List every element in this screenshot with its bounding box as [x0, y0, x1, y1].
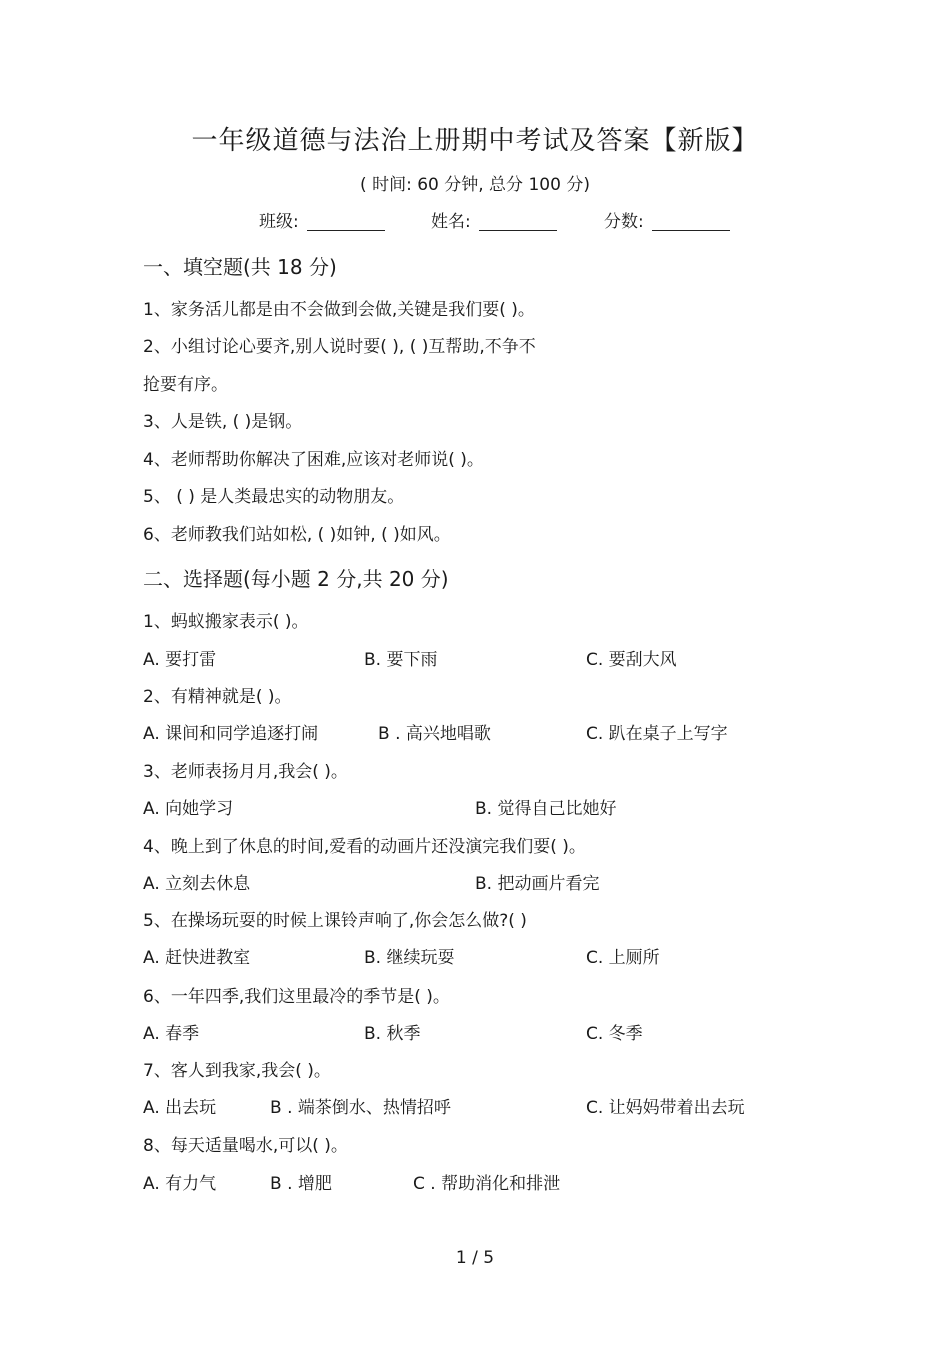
page-title: 一年级道德与法治上册期中考试及答案【新版】 [191, 126, 759, 156]
class-field [259, 214, 385, 231]
option-a: A. 有力气 [143, 1174, 217, 1194]
option-b: B . 端茶倒水、热情招呼 [270, 1098, 451, 1118]
score-blank [652, 214, 730, 231]
class-label: 班级: [259, 212, 299, 232]
fill-question: 1、家务活儿都是由不会做到会做,关键是我们要( )。 [143, 300, 535, 320]
option-b: B . 高兴地唱歌 [378, 724, 491, 744]
page-number: 1 / 5 [455, 1248, 495, 1268]
option-c: C. 要刮大风 [586, 650, 677, 670]
name-label: 姓名: [431, 212, 471, 232]
fill-question-cont: 抢要有序。 [143, 375, 228, 395]
option-c: C. 趴在桌子上写字 [586, 724, 728, 744]
section1-heading: 一、填空题(共 18 分) [143, 255, 337, 279]
fill-question: 5、 ( ) 是人类最忠实的动物朋友。 [143, 487, 405, 507]
choice-question: 3、老师表扬月月,我会( )。 [143, 762, 348, 782]
choice-question: 6、一年四季,我们这里最冷的季节是( )。 [143, 987, 450, 1007]
option-b: B. 要下雨 [364, 650, 438, 670]
choice-question: 8、每天适量喝水,可以( )。 [143, 1136, 348, 1156]
name-field [431, 214, 557, 231]
fill-question: 6、老师教我们站如松, ( )如钟, ( )如风。 [143, 525, 451, 545]
section2-heading: 二、选择题(每小题 2 分,共 20 分) [143, 567, 449, 591]
option-b: B. 把动画片看完 [475, 874, 600, 894]
option-a: A. 向她学习 [143, 799, 234, 819]
fill-question: 4、老师帮助你解决了困难,应该对老师说( )。 [143, 450, 484, 470]
option-a: A. 立刻去休息 [143, 874, 251, 894]
option-c: C. 让妈妈带着出去玩 [586, 1098, 745, 1118]
option-a: A. 春季 [143, 1024, 200, 1044]
option-c: C. 冬季 [586, 1024, 643, 1044]
option-b: B . 增肥 [270, 1174, 332, 1194]
score-field [604, 214, 730, 231]
option-a: A. 赶快进教室 [143, 948, 251, 968]
score-label: 分数: [604, 212, 644, 232]
option-c: C . 帮助消化和排泄 [413, 1174, 561, 1194]
option-c: C. 上厕所 [586, 948, 660, 968]
choice-question: 2、有精神就是( )。 [143, 687, 292, 707]
option-b: B. 秋季 [364, 1024, 421, 1044]
choice-question: 7、客人到我家,我会( )。 [143, 1061, 331, 1081]
option-b: B. 继续玩耍 [364, 948, 455, 968]
option-b: B. 觉得自己比她好 [475, 799, 617, 819]
choice-question: 4、晚上到了休息的时间,爱看的动画片还没演完我们要( )。 [143, 837, 586, 857]
class-blank [307, 214, 385, 231]
exam-meta: ( 时间: 60 分钟, 总分 100 分) [360, 175, 590, 195]
fill-question: 2、小组讨论心要齐,别人说时要( ), ( )互帮助,不争不 [143, 337, 536, 357]
fill-question: 3、人是铁, ( )是钢。 [143, 412, 303, 432]
option-a: A. 出去玩 [143, 1098, 217, 1118]
option-a: A. 要打雷 [143, 650, 217, 670]
choice-question: 5、在操场玩耍的时候上课铃声响了,你会怎么做?( ) [143, 911, 527, 931]
choice-question: 1、蚂蚁搬家表示( )。 [143, 612, 309, 632]
option-a: A. 课间和同学追逐打闹 [143, 724, 319, 744]
name-blank [479, 214, 557, 231]
